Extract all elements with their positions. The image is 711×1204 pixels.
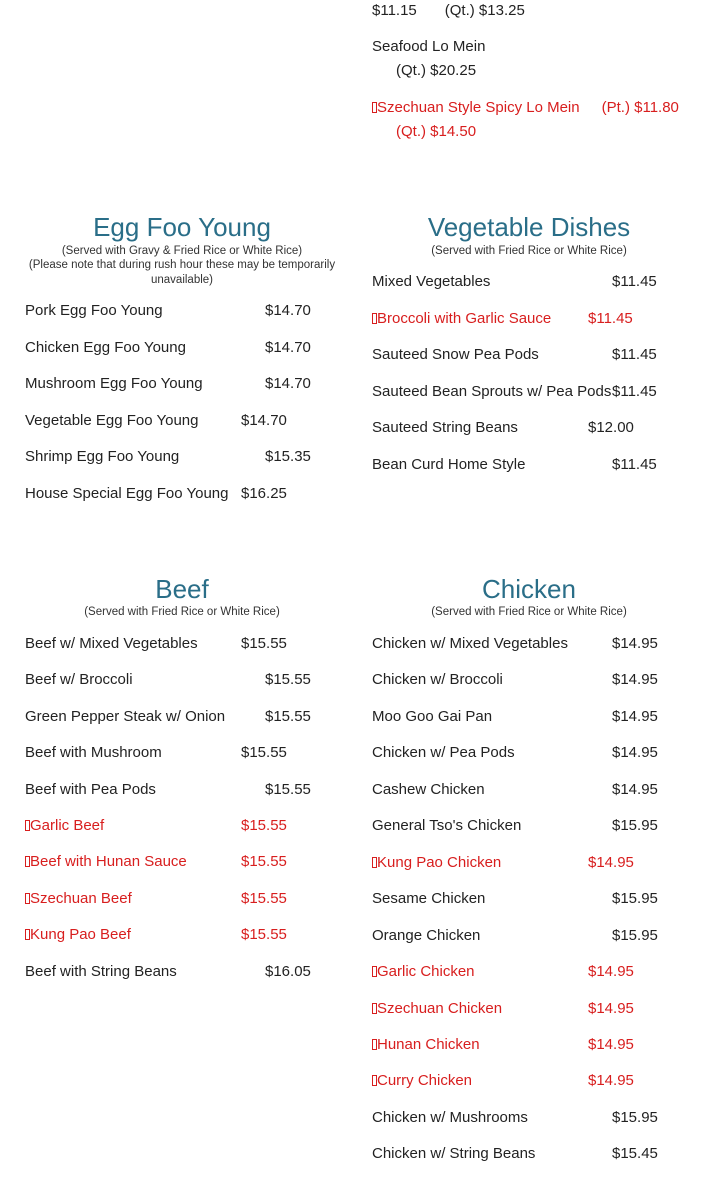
menu-item-price: $14.70 [265,302,311,319]
menu-item [25,706,365,728]
menu-item [372,633,711,655]
seafood-lo-mein-quart-price: (Qt.) $20.25 [396,62,477,79]
menu-item-price: $15.55 [241,926,287,944]
vegetable-dishes-section [372,210,711,510]
menu-item-name: Beef w/ Broccoli [25,671,133,689]
menu-item-price: $16.05 [265,962,311,980]
menu-item [25,410,365,432]
menu-item-price: $14.95 [588,853,634,871]
menu-item [25,633,365,655]
menu-item [372,381,711,403]
menu-item-price: $11.45 [612,455,657,473]
menu-item [25,742,365,764]
menu-item [372,779,711,801]
menu-item-price: $15.55 [241,853,287,871]
menu-item [25,779,365,801]
beef-section [25,572,365,992]
menu-item [25,961,365,983]
menu-item-name: Pork Egg Foo Young [25,302,163,319]
menu-item-name: Shrimp Egg Foo Young [25,448,180,465]
menu-item-price: $11.45 [612,346,657,363]
menu-item-name: Mushroom Egg Foo Young [25,375,203,392]
menu-item [25,669,365,691]
section-note-availability: (Please note that during rush hour these may be temporarily unavailable) [28,259,336,286]
menu-item [372,1070,711,1092]
menu-item-price: $15.35 [265,448,311,465]
menu-item [372,454,711,476]
menu-item-price: $15.55 [265,671,311,689]
menu-item-name: Chicken Egg Foo Young [25,338,186,356]
menu-item [372,1107,711,1129]
menu-item [372,308,711,330]
menu-item-name: Chicken w/ Mixed Vegetables [372,635,568,652]
menu-item [25,851,365,873]
menu-item-price: $15.55 [241,635,287,652]
menu-item [372,998,711,1020]
egg-foo-young-section [25,210,365,510]
section-note: (Served with Fried Rice or White Rice) [84,606,280,618]
menu-item-price: $15.55 [241,744,287,762]
menu-item-name: Beef with String Beans [25,962,177,980]
menu-item-name-wrap [25,815,104,837]
menu-item-price: $14.70 [241,411,287,429]
menu-item [25,483,365,505]
menu-item-price: $15.45 [612,1145,658,1163]
menu-item-price: $15.95 [612,890,658,908]
szechuan-lo-mein-pint-price: (Pt.) $11.80 [601,99,679,116]
menu-item-price: $11.45 [612,382,657,400]
menu-item-name: Garlic Chicken [377,963,475,981]
szechuan-lo-mein-item [372,97,679,119]
menu-item-price: $14.95 [588,1072,634,1090]
menu-item-name: Curry Chicken [377,1072,473,1090]
section-title: Chicken [482,574,576,604]
menu-item-name: Vegetable Egg Foo Young [25,411,199,429]
chicken-section [372,572,711,1172]
menu-item-name: Cashew Chicken [372,780,485,798]
menu-item [372,417,711,439]
menu-item-name: Beef with Pea Pods [25,780,156,798]
menu-item-price: $14.95 [588,963,634,981]
menu-item-price: $11.45 [612,273,657,290]
menu-item [25,446,365,468]
menu-item [372,706,711,728]
menu-item [372,925,711,947]
menu-item-name: Szechuan Chicken [377,999,503,1017]
menu-item [25,373,365,395]
szechuan-lo-mein-name: Szechuan Style Spicy Lo Mein [377,99,580,116]
menu-item-name: Broccoli with Garlic Sauce [377,309,552,327]
menu-item-name: Beef w/ Mixed Vegetables [25,635,198,652]
menu-item-price: $14.95 [588,999,634,1017]
menu-item [372,344,711,366]
menu-item-price: $15.55 [265,707,311,725]
menu-item-name: Kung Pao Chicken [377,853,502,871]
section-title: Vegetable Dishes [427,212,631,242]
menu-item-name: Bean Curd Home Style [372,455,526,473]
section-note: (Served with Fried Rice or White Rice) [431,245,627,257]
previous-item-pint-price: $11.15 [372,2,417,19]
menu-item [25,924,365,946]
menu-item-price: $16.25 [241,484,287,502]
section-title: Beef [155,574,209,604]
menu-item-price: $14.70 [265,338,311,356]
menu-item [372,1034,711,1056]
menu-item-name: Chicken w/ Pea Pods [372,744,515,762]
menu-item-price: $14.95 [612,744,658,762]
menu-item-name-wrap [372,1070,472,1092]
menu-item-name: Chicken w/ String Beans [372,1145,536,1163]
menu-item-price: $15.55 [241,889,287,907]
menu-item-name-wrap [25,924,131,946]
menu-item-name: General Tso's Chicken [372,817,522,835]
menu-item-name: Sauteed String Beans [372,419,518,436]
szechuan-lo-mein-quart-price: (Qt.) $14.50 [396,123,477,140]
menu-item-name: Kung Pao Beef [30,926,131,944]
menu-item [25,337,365,359]
menu-item-price: $14.95 [612,707,658,725]
menu-item-name-wrap [372,961,475,983]
menu-item [25,815,365,837]
menu-item-name: Szechuan Beef [30,889,132,907]
menu-item-name-wrap [25,851,187,873]
menu-item-name: Green Pepper Steak w/ Onion [25,707,226,725]
menu-item-name: Hunan Chicken [377,1035,480,1053]
menu-item-name-wrap [372,998,502,1020]
previous-item-quart-price: (Qt.) $13.25 [444,2,525,19]
menu-item [372,1143,711,1165]
seafood-lo-mein-name: Seafood Lo Mein [372,38,486,55]
menu-item-price: $14.95 [612,780,658,798]
menu-item [372,815,711,837]
menu-item-name-wrap [372,852,501,874]
menu-item [372,852,711,874]
menu-item-name: Garlic Beef [30,817,105,834]
section-title: Egg Foo Young [93,212,271,242]
menu-item-name: Beef with Mushroom [25,744,162,762]
menu-item-price: $12.00 [588,419,634,436]
section-note: (Served with Fried Rice or White Rice) [431,606,627,618]
menu-item-price: $15.95 [612,1108,658,1126]
menu-item-price: $14.70 [265,375,311,392]
menu-item-name: Sauteed Bean Sprouts w/ Pea Pods [372,382,612,400]
section-note: (Served with Gravy & Fried Rice or White Rice) [61,245,303,257]
menu-item-price: $14.95 [588,1035,634,1053]
menu-item-name: Beef with Hunan Sauce [30,853,187,871]
menu-item [372,888,711,910]
menu-item-price: $15.95 [612,926,658,944]
lo-mein-previous-item [372,0,525,22]
menu-item [25,300,365,322]
menu-item-name-wrap [25,888,132,910]
menu-item-name-wrap [372,308,551,330]
menu-item-price: $14.95 [612,635,658,652]
menu-item [372,742,711,764]
menu-item-name: Chicken w/ Broccoli [372,671,503,689]
menu-item-price: $14.95 [612,671,658,689]
menu-item [372,669,711,691]
menu-item-name: House Special Egg Foo Young [25,484,229,502]
menu-item-name: Mixed Vegetables [372,273,491,290]
menu-item [372,271,711,293]
menu-item-price: $15.55 [241,817,287,834]
menu-item-price: $11.45 [588,309,633,327]
menu-item-name: Moo Goo Gai Pan [372,707,493,725]
menu-item-name: Orange Chicken [372,926,481,944]
menu-item-name-wrap [372,1034,480,1056]
menu-item [25,888,365,910]
menu-item-price: $15.95 [612,817,658,835]
menu-item-name: Sauteed Snow Pea Pods [372,346,539,363]
menu-item-name: Sesame Chicken [372,890,486,908]
menu-item [372,961,711,983]
menu-item-name: Chicken w/ Mushrooms [372,1108,528,1126]
menu-item-price: $15.55 [265,780,311,798]
